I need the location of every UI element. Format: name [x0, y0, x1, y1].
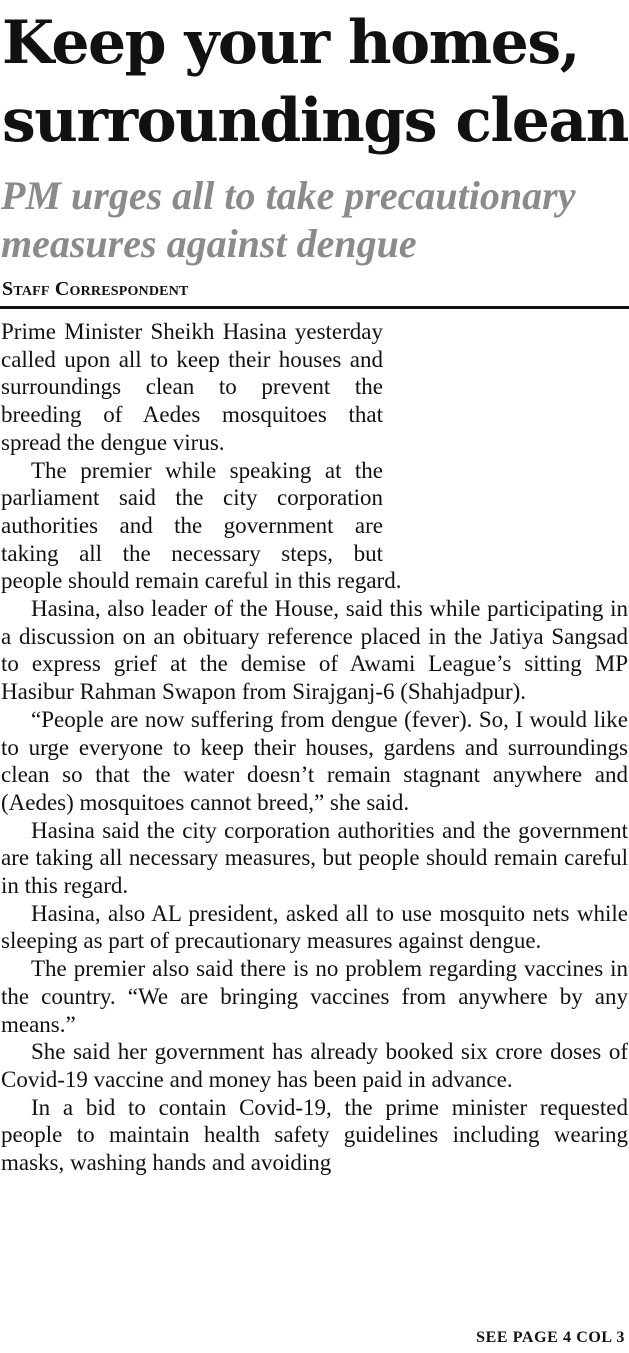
article-body [1, 318, 628, 1177]
article-paragraph: In a bid to contain Covid-19, the prime minister requested people to maintain health safety guidelines including wearing masks, washing hands and avoiding [1, 1094, 628, 1176]
headline: Keep your homes, surroundings clean [2, 8, 628, 156]
article-paragraph-part: The premier while speaking at the parliament said the city corporation authorities and the government are taking all the necessary steps, but [1, 457, 383, 566]
byline-divider [0, 306, 629, 309]
article-paragraph: Hasina said the city corporation authorities and the government are taking all necessary measures, but people should remain careful in this regard. [1, 817, 628, 899]
byline: Staff Correspondent [2, 278, 189, 300]
continuation-note: SEE PAGE 4 COL 3 [476, 1329, 625, 1346]
article-paragraph: “People are now suffering from dengue (fever). So, I would like to urge everyone to keep their houses, gardens and surroundings clean so that the water doesn’t remain stagnant anywhere and (Aedes) mosquitoes cannot breed,” she said. [1, 706, 628, 815]
article-paragraph: Hasina, also AL president, asked all to use mosquito nets while sleeping as part of precautionary measures against dengue. [1, 900, 628, 954]
article-paragraph [1, 457, 628, 596]
article-paragraph: The premier also said there is no problem regarding vaccines in the country. “We are bringing vaccines from anywhere by any means.” [1, 956, 628, 1037]
article-paragraph: Prime Minister Sheikh Hasina yesterday called upon all to keep their houses and surroundings clean to prevent the breeding of Aedes mosquitoes that spread the dengue virus. [1, 319, 383, 455]
article-paragraph-part: people should remain careful in this regard. [1, 568, 402, 594]
article-paragraph: She said her government has already booked six crore doses of Covid-19 vaccine and money has been paid in advance. [1, 1039, 628, 1092]
subheadline: PM urges all to take precautionary measures against dengue [1, 173, 576, 266]
article-paragraph: Hasina, also leader of the House, said this while participating in a discussion on an obituary reference placed in the Jatiya Sangsad to express grief at the demise of Awami League’s sitting MP Hasibur Rahman Swapon from Sirajganj-6 (Shahjadpur). [1, 596, 628, 705]
